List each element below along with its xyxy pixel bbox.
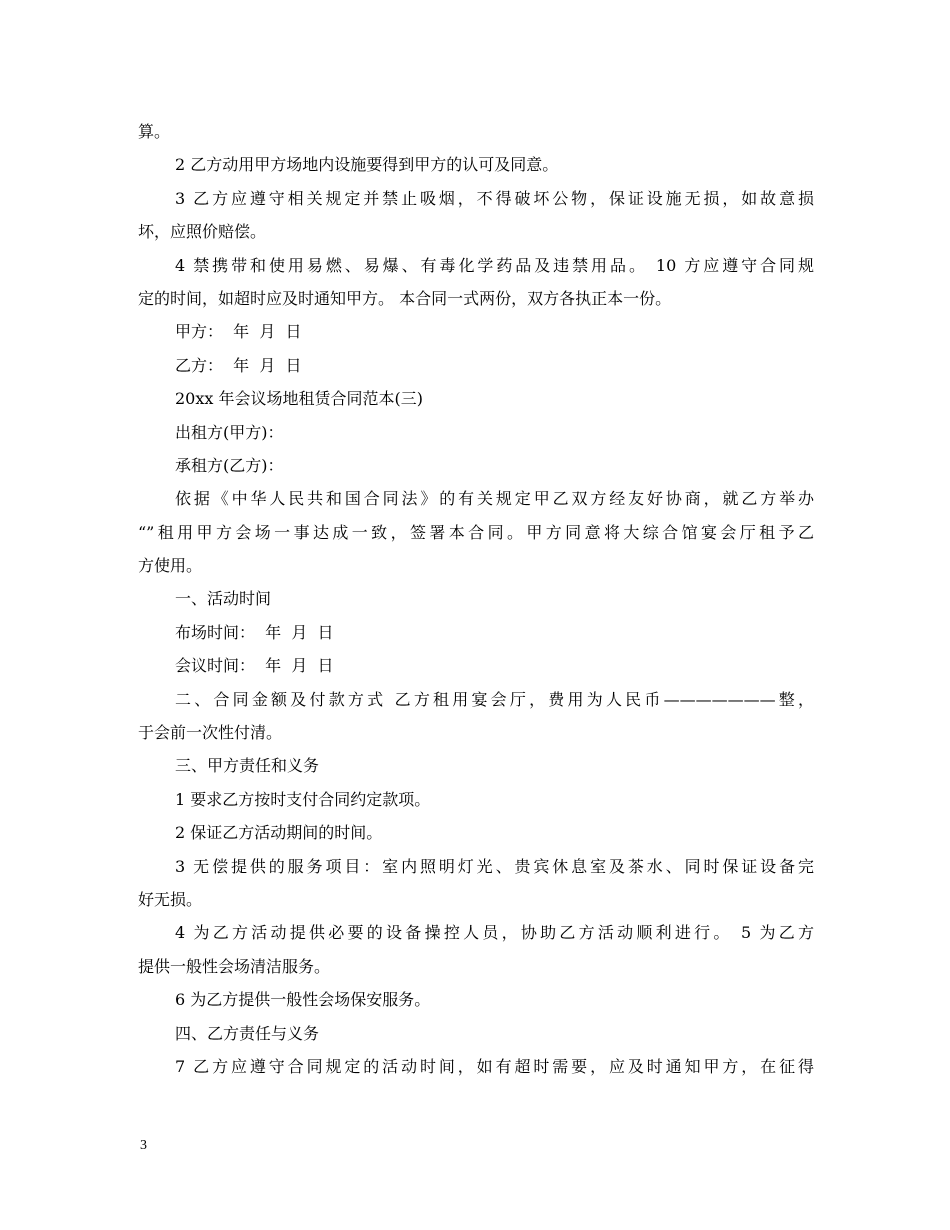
text-line: 依据《中华人民共和国合同法》的有关规定甲乙双方经友好协商，就乙方举办 — [175, 489, 814, 509]
text-line: 三、甲方责任和义务 — [175, 756, 320, 776]
text-line: 3 无偿提供的服务项目：室内照明灯光、贵宾休息室及茶水、同时保证设备完 — [175, 856, 814, 876]
text-line: 提供一般性会场清洁服务。 — [138, 956, 331, 976]
text-line: 承租方(乙方)： — [175, 455, 284, 475]
text-line: 出租方(甲方)： — [175, 422, 284, 442]
text-line: 2 保证乙方活动期间的时间。 — [175, 823, 383, 843]
text-line: 1 要求乙方按时支付合同约定款项。 — [175, 789, 431, 809]
text-line: 2 乙方动用甲方场地内设施要得到甲方的认可及同意。 — [175, 155, 559, 175]
text-line: 20xx 年会议场地租赁合同范本(三) — [175, 389, 423, 409]
text-line: “”租用甲方会场一事达成一致，签署本合同。甲方同意将大综合馆宴会厅租予乙 — [138, 522, 814, 542]
text-line: 二、合同金额及付款方式 乙方租用宴会厅，费用为人民币———————整， — [175, 689, 814, 709]
text-line: 算。 — [138, 122, 171, 141]
text-line: 一、活动时间 — [175, 589, 272, 609]
text-line: 坏，应照价赔偿。 — [138, 222, 267, 242]
page-number: 3 — [140, 1138, 147, 1153]
document-body — [138, 115, 814, 1083]
text-line: 4 为乙方活动提供必要的设备操控人员，协助乙方活动顺利进行。 5 为乙方 — [175, 923, 814, 943]
text-line: 6 为乙方提供一般性会场保安服务。 — [175, 990, 431, 1010]
text-line: 四、乙方责任与义务 — [175, 1023, 320, 1043]
text-line: 乙方： 年 月 日 — [175, 355, 302, 375]
text-line: 4 禁携带和使用易燃、易爆、有毒化学药品及违禁用品。 10 方应遵守合同规 — [175, 255, 814, 275]
text-line: 会议时间： 年 月 日 — [175, 656, 334, 676]
text-line: 于会前一次性付清。 — [138, 723, 283, 743]
text-line: 定的时间，如超时应及时通知甲方。 本合同一式两份，双方各执正本一份。 — [138, 288, 672, 308]
text-line: 好无损。 — [138, 889, 203, 909]
text-line: 方使用。 — [138, 556, 203, 576]
text-line: 7 乙方应遵守合同规定的活动时间，如有超时需要，应及时通知甲方，在征得 — [175, 1056, 814, 1076]
text-line: 甲方： 年 月 日 — [175, 322, 302, 342]
text-line: 3 乙方应遵守相关规定并禁止吸烟，不得破坏公物，保证设施无损，如故意损 — [175, 188, 814, 208]
text-line: 布场时间： 年 月 日 — [175, 622, 334, 642]
